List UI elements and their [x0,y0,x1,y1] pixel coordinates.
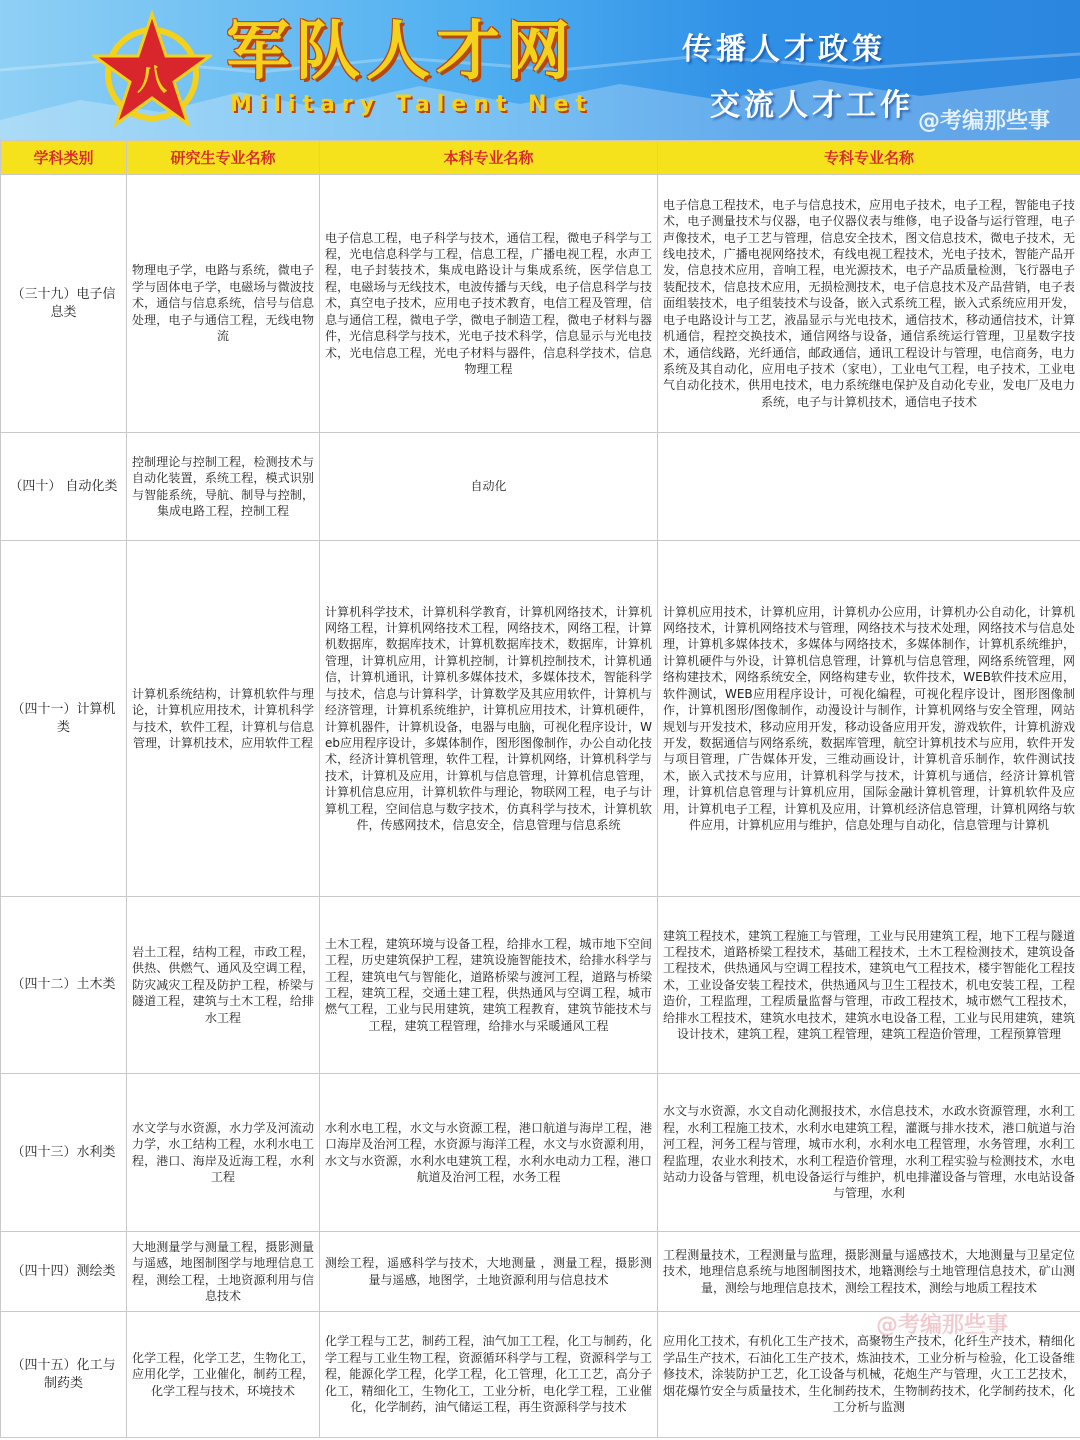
header-vocational: 专科专业名称 [658,141,1080,175]
vocational-majors-cell: 计算机应用技术，计算机应用，计算机办公应用，计算机办公自动化，计算机网络技术，计算机网络技术与管理，网络技术与技术处理，网络技术与信息处理，计算机多媒体技术，多媒体与网络技术，多媒体制作，计算机系统维护，计算机硬件与外设，计算机信息管理，计算机与信息管理，网络系统管理，网络构建技术，网络系统安全，网络构建专业，软件技术，WEB软件技术应用，软件测试，WEB应用程序设计，可视化编程，可视化程序设计，图形图像制作，计算机图形/图像制作，动漫设计与制作，计算机网络与安全管理，网站规划与开发技术，移动应用开发，移动设备应用开发，游戏软件，计算机游戏开发，数据通信与网络系统，数据库管理，航空计算机技术与应用，软件开发与项目管理，广告媒体开发，三维动画设计，计算机音乐制作，软件测试技术，嵌入式技术与应用，计算机科学与技术，计算机与通信，经济计算机管理，计算机信息管理与计算机应用，国际金融计算机管理，计算机软件及应用，计算机电子工程，计算机及应用，计算机经济信息管理，计算机网络与软件应用，计算机应用与维护，信息处理与自动化，信息管理与计算机 [658,541,1080,897]
header-graduate: 研究生专业名称 [127,141,320,175]
table-row [1,433,1080,541]
undergraduate-majors-cell: 计算机科学技术，计算机科学教育，计算机网络技术，计算机网络工程，计算机网络技术工程，网络技术，网络工程，计算机数据库，数据库技术，计算机数据库技术，数据库，计算机管理，计算机应用，计算机控制，计算机控制技术，计算机通信，计算机通讯，计算机多媒体技术，多媒体技术，智能科学与技术，信息与计算科学，计算数学及其应用软件，计算机与经济管理，计算机系统维护，计算机应用技术，计算机硬件，计算机器件，计算机设备，电器与电脑，可视化程序设计，Web应用程序设计，多媒体制作，图形图像制作，办公自动化技术，经济计算机管理，软件工程，计算机网络，计算机科学与技术，计算机及应用，计算机与信息管理，计算机信息管理，计算机信息应用，计算机软件与理论，物联网工程，电子与计算机工程，空间信息与数字技术，仿真科学与技术，计算机软件，传感网技术，信息安全，信息管理与信息系统 [320,541,658,897]
army-star-logo-icon [92,10,212,130]
undergraduate-majors-cell: 电子信息工程，电子科学与技术，通信工程，微电子科学与工程，光电信息科学与工程，信息工程，广播电视工程，水声工程，电子封装技术，集成电路设计与集成系统，医学信息工程，电磁场与无线技术，电波传播与天线，电子信息科学与技术，真空电子技术，应用电子技术教育，电信工程及管理，信息与通信工程，微电子学，微电子制造工程，微电子材料与器件，光信息科学与技术，光电子技术科学，信息显示与光电技术，光电信息工程，光电子材料与器件，信息科学技术，信息物理工程 [320,175,658,433]
header-category: 学科类别 [1,141,127,175]
vocational-majors-cell: 工程测量技术，工程测量与监理，摄影测量与遥感技术，大地测量与卫星定位技术，地理信息系统与地图制图技术，地籍测绘与土地管理信息技术，矿山测量，测绘与地理信息技术，测绘工程技术，测绘与地质工程技术 [658,1232,1080,1312]
table-row [1,1232,1080,1312]
category-cell: （四十一）计算机类 [1,541,127,897]
category-cell: （四十） 自动化类 [1,433,127,541]
slogan-line-1: 传播人才政策 [682,32,886,67]
slogan-line-2: 交流人才工作 [710,88,914,123]
undergraduate-majors-cell: 测绘工程，遥感科学与技术，大地测量 ，测量工程，摄影测量与遥感，地图学，土地资源利用与信息技术 [320,1232,658,1312]
vocational-majors-cell: 建筑工程技术，建筑工程施工与管理，工业与民用建筑工程，地下工程与隧道工程技术，道路桥梁工程技术，基础工程技术，土木工程检测技术，建筑设备工程技术，供热通风与空调工程技术，建筑电气工程技术，楼宇智能化工程技术，工业设备安装工程技术，供热通风与卫生工程技术，机电安装工程，工程造价，工程监理，工程质量监督与管理，市政工程技术，城市燃气工程技术，给排水工程技术，建筑水电技术，建筑水电设备工程，工业与民用建筑，建筑设计技术，建筑工程，建筑工程管理，建筑工程造价管理，工程预算管理 [658,897,1080,1074]
vocational-majors-cell: 电子信息工程技术，电子与信息技术，应用电子技术，电子工程，智能电子技术，电子测量技术与仪器，电子仪器仪表与维修，电子设备与运行管理，电子声像技术，电子工艺与管理，信息安全技术，图文信息技术，微电子技术，无线电技术，广播电视网络技术，有线电视工程技术，光电子技术，智能产品开发，信息技术应用，音响工程，电光源技术，电子产品质量检测，飞行器电子装配技术，信息技术应用，无损检测技术，电子信息技术及产品营销，电子表面组装技术，电子组装技术与设备，嵌入式系统工程，嵌入式系统应用开发，电子电路设计与工艺，液晶显示与光电技术，通信技术，移动通信技术，计算机通信，程控交换技术，通信网络与设备，通信系统运行管理，卫星数字技术，通信线路，光纤通信，邮政通信，通讯工程设计与管理，电信商务，电力系统及其自动化，应用电子技术（家电），工业电气工程，电子技术，工业电气自动化技术，供用电技术，电力系统继电保护及自动化专业，发电厂及电力系统，电子与计算机技术，通信电子技术 [658,175,1080,433]
vocational-majors-cell: 应用化工技术，有机化工生产技术，高聚物生产技术，化纤生产技术，精细化学品生产技术，石油化工生产技术，炼油技术，工业分析与检验，化工设备维修技术，涂装防护工艺，化工设备与机械，花炮生产与管理，火工工艺技术，烟花爆竹安全与质量技术，生化制药技术，生物制药技术，化学制药技术，化工分析与监测 [658,1312,1080,1438]
undergraduate-majors-cell: 自动化 [320,433,658,541]
graduate-majors-cell: 物理电子学，电路与系统，微电子学与固体电子学，电磁场与微波技术，通信与信息系统，信号与信息处理，电子与通信工程，无线电物流 [127,175,320,433]
category-cell: （三十九）电子信息类 [1,175,127,433]
site-subtitle: Military Talent Net [230,92,593,117]
category-cell: （四十二）土木类 [1,897,127,1074]
vocational-majors-cell: 水文与水资源，水文自动化测报技术，水信息技术，水政水资源管理，水利工程，水利工程施工技术，水利水电建筑工程，灌溉与排水技术，港口航道与治河工程，河务工程与管理，城市水利，水利水电工程管理，水务管理，水利工程监理，农业水利技术，水利工程造价管理，水利工程实验与检测技术，水电站动力设备与管理，机电设备运行与维护，机电排灌设备与管理，水电站设备与管理，水利 [658,1074,1080,1232]
category-cell: （四十四）测绘类 [1,1232,127,1312]
watermark-overlay: @考编那些事 [876,1313,1009,1338]
table-row [1,1074,1080,1232]
graduate-majors-cell: 计算机系统结构，计算机软件与理论，计算机应用技术，计算机科学与技术，软件工程，计算机与信息管理，计算机技术，应用软件工程 [127,541,320,897]
graduate-majors-cell: 大地测量学与测量工程，摄影测量与遥感，地图制图学与地理信息工程，测绘工程，土地资源利用与信息技术 [127,1232,320,1312]
table-header-row [1,141,1080,175]
undergraduate-majors-cell: 水利水电工程，水文与水资源工程，港口航道与海岸工程，港口海岸及治河工程，水资源与海洋工程，水文与水资源利用，水文与水资源，水利水电建筑工程，水利水电动力工程，港口航道及治河工程，水务工程 [320,1074,658,1232]
undergraduate-majors-cell: 化学工程与工艺，制药工程，油气加工工程，化工与制药，化学工程与工业生物工程，资源循环科学与工程，资源科学与工程，能源化学工程，化学工程，化工管理，化工工艺，高分子化工，精细化工，生物化工，工业分析，电化学工程，工业催化，化学制药，油气储运工程，再生资源科学与技术 [320,1312,658,1438]
undergraduate-majors-cell: 土木工程，建筑环境与设备工程，给排水工程，城市地下空间工程，历史建筑保护工程，建筑设施智能技术，给排水科学与工程，建筑电气与智能化，道路桥梁与渡河工程，道路与桥梁工程，建筑工程，交通土建工程，供热通风与空调工程，城市燃气工程，工业与民用建筑，建筑工程教育，建筑节能技术与工程，建筑工程管理，给排水与采暖通风工程 [320,897,658,1074]
svg-text:八: 八 [137,63,167,98]
graduate-majors-cell: 控制理论与控制工程，检测技术与自动化装置，系统工程，模式识别与智能系统，导航、制导与控制，集成电路工程，控制工程 [127,433,320,541]
category-cell: （四十五）化工与制药类 [1,1312,127,1438]
site-banner [0,0,1080,140]
graduate-majors-cell: 化学工程，化学工艺，生物化工，应用化学，工业催化，制药工程，化学工程与技术，环境技术 [127,1312,320,1438]
graduate-majors-cell: 水文学与水资源，水力学及河流动力学，水工结构工程，水利水电工程，港口、海岸及近海工程，水利工程 [127,1074,320,1232]
table-row [1,1312,1080,1438]
table-row [1,897,1080,1074]
header-undergraduate: 本科专业名称 [320,141,658,175]
graduate-majors-cell: 岩土工程，结构工程，市政工程，供热、供燃气、通风及空调工程，防灾减灾工程及防护工程，桥梁与隧道工程，建筑与土木工程，给排水工程 [127,897,320,1074]
site-title: 军队人才网 [226,15,576,89]
vocational-majors-cell [658,433,1080,541]
table-row [1,175,1080,433]
category-cell: （四十三）水利类 [1,1074,127,1232]
watermark: @考编那些事 [918,109,1051,134]
major-catalog-table [0,140,1080,1438]
table-row [1,541,1080,897]
